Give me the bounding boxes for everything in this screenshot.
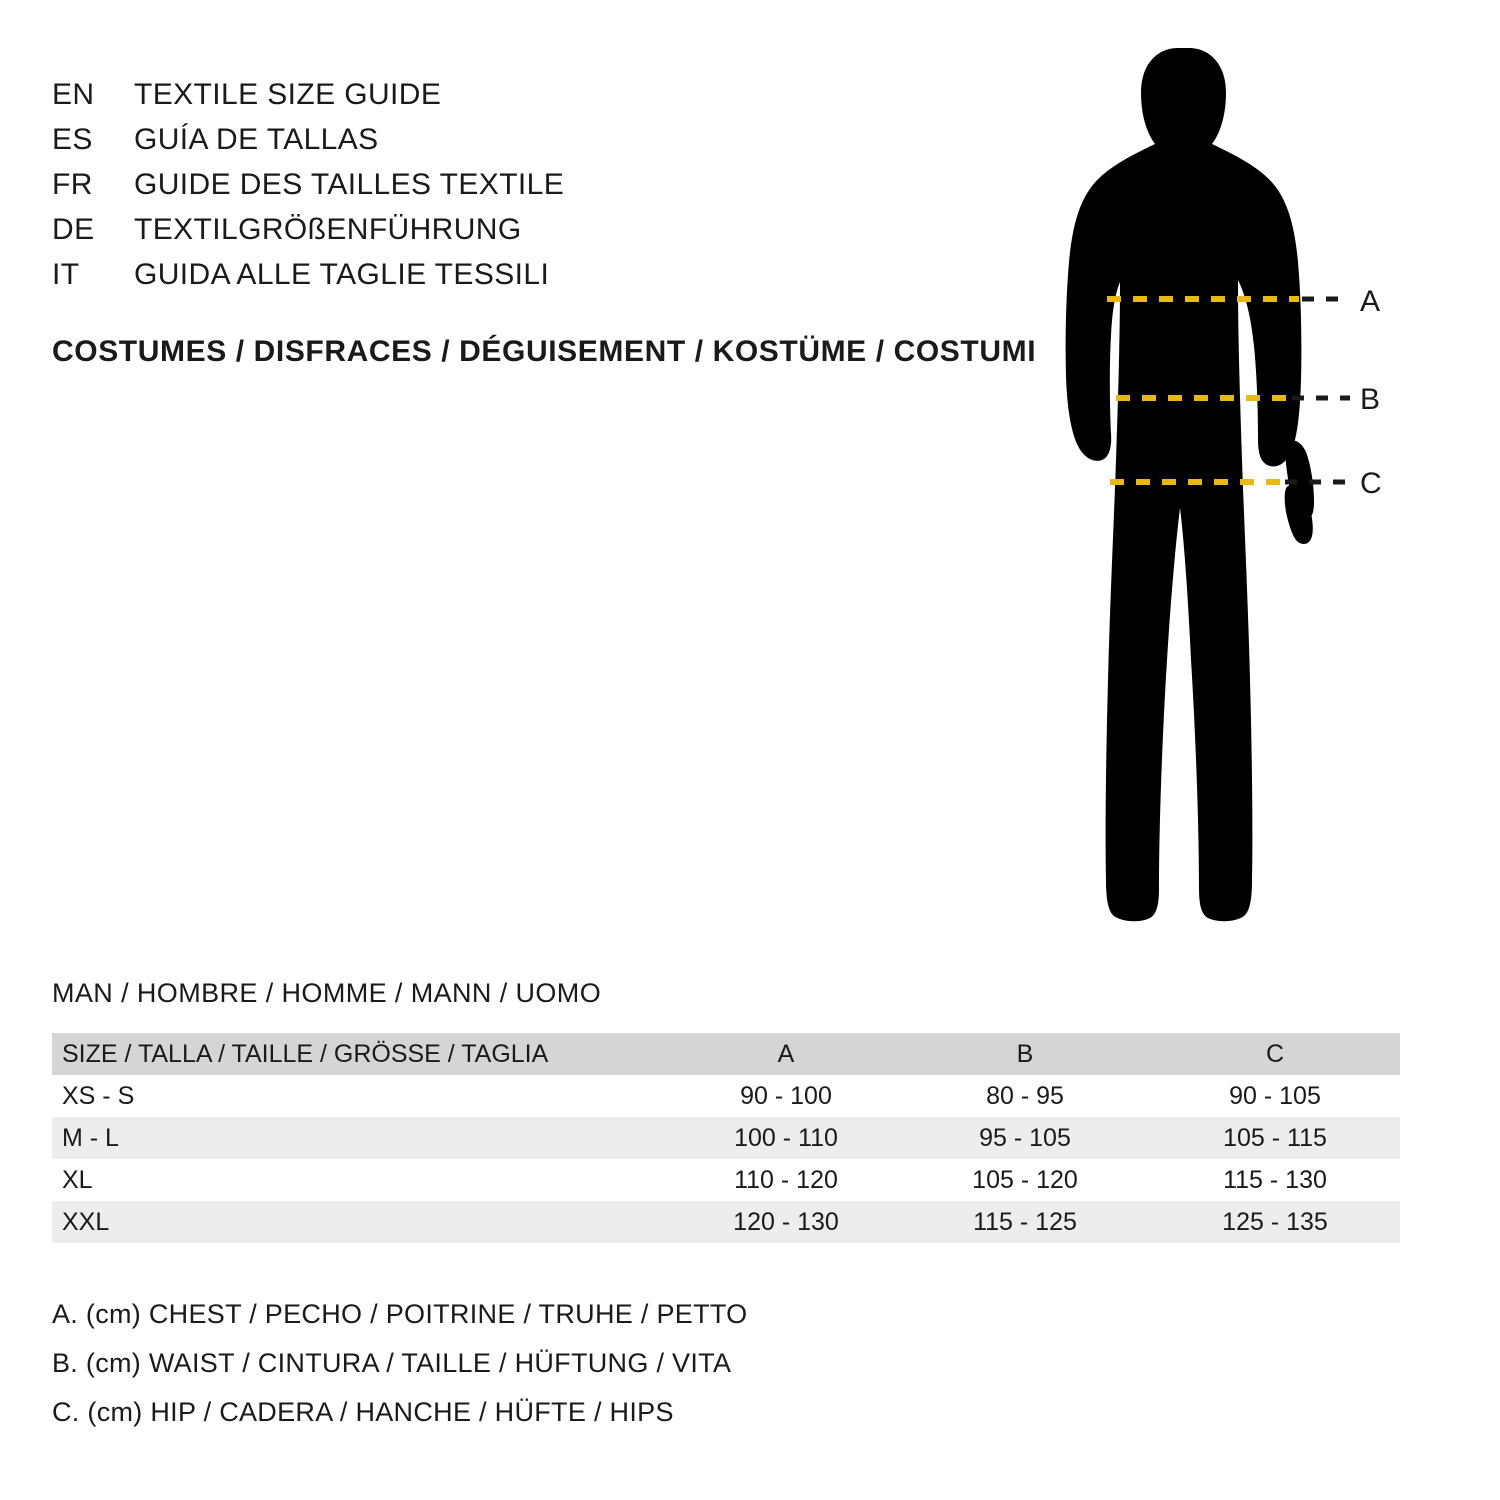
column-header-c: C — [1265, 1039, 1285, 1068]
language-code-de: DE — [52, 213, 95, 246]
legend-row-c: C. (cm) HIP / CADERA / HANCHE / HÜFTE / HIPS — [52, 1397, 674, 1427]
table-heading: MAN / HOMBRE / HOMME / MANN / UOMO — [52, 978, 602, 1008]
cell-c: 125 - 135 — [1222, 1207, 1328, 1236]
table-body — [52, 1075, 1400, 1243]
language-row-fr — [52, 162, 952, 207]
arm-shape — [1285, 440, 1314, 544]
table-row — [52, 1201, 1400, 1243]
legend-row-b: B. (cm) WAIST / CINTURA / TAILLE / HÜFTUNG / VITA — [52, 1348, 732, 1378]
language-text-de: TEXTILGRÖßENFÜHRUNG — [134, 213, 522, 246]
column-header-b: B — [1016, 1039, 1034, 1068]
legend-row-a: A. (cm) CHEST / PECHO / POITRINE / TRUHE / PETTO — [52, 1299, 748, 1329]
language-text-it: GUIDA ALLE TAGLIE TESSILI — [134, 258, 550, 291]
language-code-es: ES — [52, 123, 93, 156]
cell-a: 110 - 120 — [734, 1165, 838, 1194]
table-row — [52, 1159, 1400, 1201]
marker-label-c: C — [1360, 467, 1382, 500]
cell-size: M - L — [62, 1123, 119, 1152]
cell-a: 120 - 130 — [733, 1207, 839, 1236]
cell-b: 115 - 125 — [973, 1207, 1077, 1236]
cell-c: 105 - 115 — [1223, 1123, 1327, 1152]
language-row-it — [52, 252, 952, 297]
marker-label-a: A — [1360, 285, 1381, 318]
table-row — [52, 1075, 1400, 1117]
language-row-en — [52, 72, 952, 117]
cell-size: XL — [62, 1165, 93, 1194]
table-header-row — [52, 1033, 1400, 1075]
marker-label-b: B — [1360, 383, 1381, 416]
body-measurement-figure — [1010, 40, 1430, 940]
language-text-en: TEXTILE SIZE GUIDE — [134, 78, 442, 111]
cell-size: XXL — [62, 1207, 110, 1236]
table-header — [52, 1033, 1400, 1075]
size-table — [52, 1033, 1400, 1243]
column-header-a: A — [777, 1039, 795, 1068]
language-text-fr: GUIDE DES TAILLES TEXTILE — [134, 168, 565, 201]
cell-size: XS - S — [62, 1081, 135, 1110]
cell-a: 90 - 100 — [740, 1081, 832, 1110]
table-row — [52, 1117, 1400, 1159]
language-code-fr: FR — [52, 168, 93, 201]
cell-a: 100 - 110 — [734, 1123, 838, 1152]
language-row-es — [52, 117, 952, 162]
section-title: COSTUMES / DISFRACES / DÉGUISEMENT / KOSTÜME / COSTUMI — [52, 335, 1037, 368]
language-text-es: GUÍA DE TALLAS — [134, 123, 379, 156]
cell-b: 105 - 120 — [972, 1165, 1078, 1194]
column-header-size: SIZE / TALLA / TAILLE / GRÖSSE / TAGLIA — [62, 1039, 549, 1068]
language-list — [52, 72, 952, 297]
measurement-legend — [52, 1290, 1152, 1437]
language-code-en: EN — [52, 78, 95, 111]
cell-c: 115 - 130 — [1223, 1165, 1327, 1194]
cell-b: 95 - 105 — [979, 1123, 1071, 1152]
cell-c: 90 - 105 — [1229, 1081, 1321, 1110]
language-row-de — [52, 207, 952, 252]
language-code-it: IT — [52, 258, 80, 291]
cell-b: 80 - 95 — [986, 1081, 1064, 1110]
